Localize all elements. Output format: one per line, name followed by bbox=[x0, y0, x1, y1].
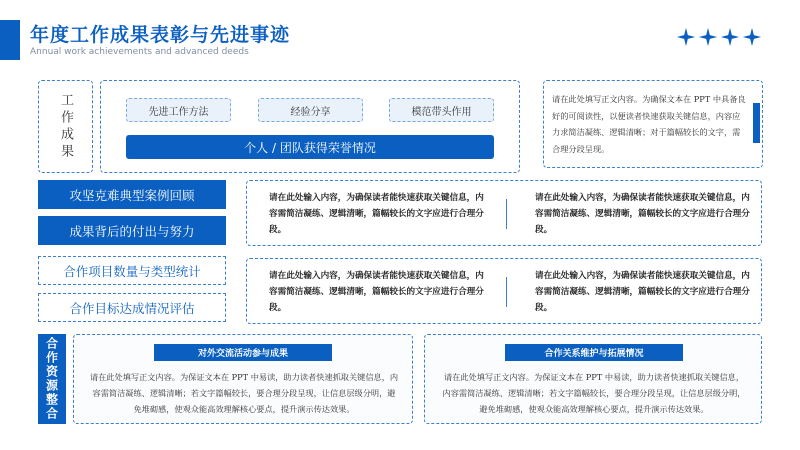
pill-experience-sharing: 经验分享 bbox=[258, 98, 363, 122]
work-results-label-box bbox=[38, 80, 93, 173]
goal-assessment-item: 合作目标达成情况评估 bbox=[38, 293, 226, 322]
pill-advanced-methods: 先进工作方法 bbox=[126, 98, 231, 122]
projects-text-panel bbox=[246, 258, 762, 324]
relations-text: 请在此处填写正文内容。为保证文本在 PPT 中易读，助力读者快速抓取关键信息，内容需简洁凝练、逻辑清晰；若文字篇幅较长，要合理分段呈现，让信息层级分明，避免堆砌感，使观众能高效理解核心要点，提升演示传达效果。 bbox=[442, 372, 746, 414]
star-icon bbox=[742, 27, 762, 47]
star-icon bbox=[676, 27, 696, 47]
header-accent-bar bbox=[0, 20, 20, 60]
cases-text-left: 请在此处输入内容，为确保读者能快速获取关键信息，内容需简洁凝练、逻辑清晰，篇幅较长的文字应进行合理分段。 bbox=[269, 193, 484, 235]
page-title: 年度工作成果表彰与先进事迹 bbox=[30, 24, 291, 46]
effort-item: 成果背后的付出与努力 bbox=[38, 216, 226, 245]
stars-decoration bbox=[676, 27, 762, 47]
work-results-side-box bbox=[543, 80, 763, 168]
work-results-panel bbox=[100, 80, 520, 173]
exchange-text: 请在此处填写正文内容。为保证文本在 PPT 中易读，助力读者快速抓取关键信息，内容需简洁凝练、逻辑清晰；若文字篇幅较长，要合理分段呈现，让信息层级分明，避免堆砌感，使观众能高效理解核心要点，提升演示传达效果。 bbox=[89, 372, 399, 414]
resources-label-box bbox=[38, 334, 66, 424]
cases-divider bbox=[506, 199, 507, 229]
relations-tag: 合作关系维护与拓展情况 bbox=[505, 344, 683, 361]
case-review-item: 攻坚克难典型案例回顾 bbox=[38, 180, 226, 209]
side-accent-bar bbox=[753, 103, 760, 143]
exchange-panel bbox=[73, 334, 413, 424]
exchange-tag: 对外交流活动参与成果 bbox=[154, 344, 332, 361]
cases-text-right: 请在此处输入内容，为确保读者能快速获取关键信息，内容需简洁凝练、逻辑清晰，篇幅较长的文字应进行合理分段。 bbox=[535, 193, 750, 235]
page-subtitle: Annual work achievements and advanced deeds bbox=[30, 47, 249, 57]
projects-text-left: 请在此处输入内容，为确保读者能快速获取关键信息，内容需简洁凝练、逻辑清晰，篇幅较长的文字应进行合理分段。 bbox=[269, 271, 484, 313]
project-stats-item: 合作项目数量与类型统计 bbox=[38, 256, 226, 285]
star-icon bbox=[720, 27, 740, 47]
work-results-side-text: 请在此处填写正文内容。为确保文本在 PPT 中具备良好的可阅读性，以便读者快速获取关键信息，内容应力求简洁凝练、逻辑清晰；对于篇幅较长的文字，需合理分段呈现。 bbox=[552, 94, 746, 154]
pill-role-model: 模范带头作用 bbox=[389, 98, 494, 122]
resources-label: 合作资源整合 bbox=[44, 337, 59, 421]
relations-panel bbox=[424, 334, 762, 424]
work-results-label: 工作成果 bbox=[58, 92, 73, 161]
star-icon bbox=[698, 27, 718, 47]
projects-text-right: 请在此处输入内容，为确保读者能快速获取关键信息，内容需简洁凝练、逻辑清晰，篇幅较长的文字应进行合理分段。 bbox=[535, 271, 750, 313]
honors-bar: 个人 / 团队获得荣誉情况 bbox=[126, 135, 494, 159]
cases-text-panel bbox=[246, 180, 762, 246]
projects-divider bbox=[506, 277, 507, 307]
